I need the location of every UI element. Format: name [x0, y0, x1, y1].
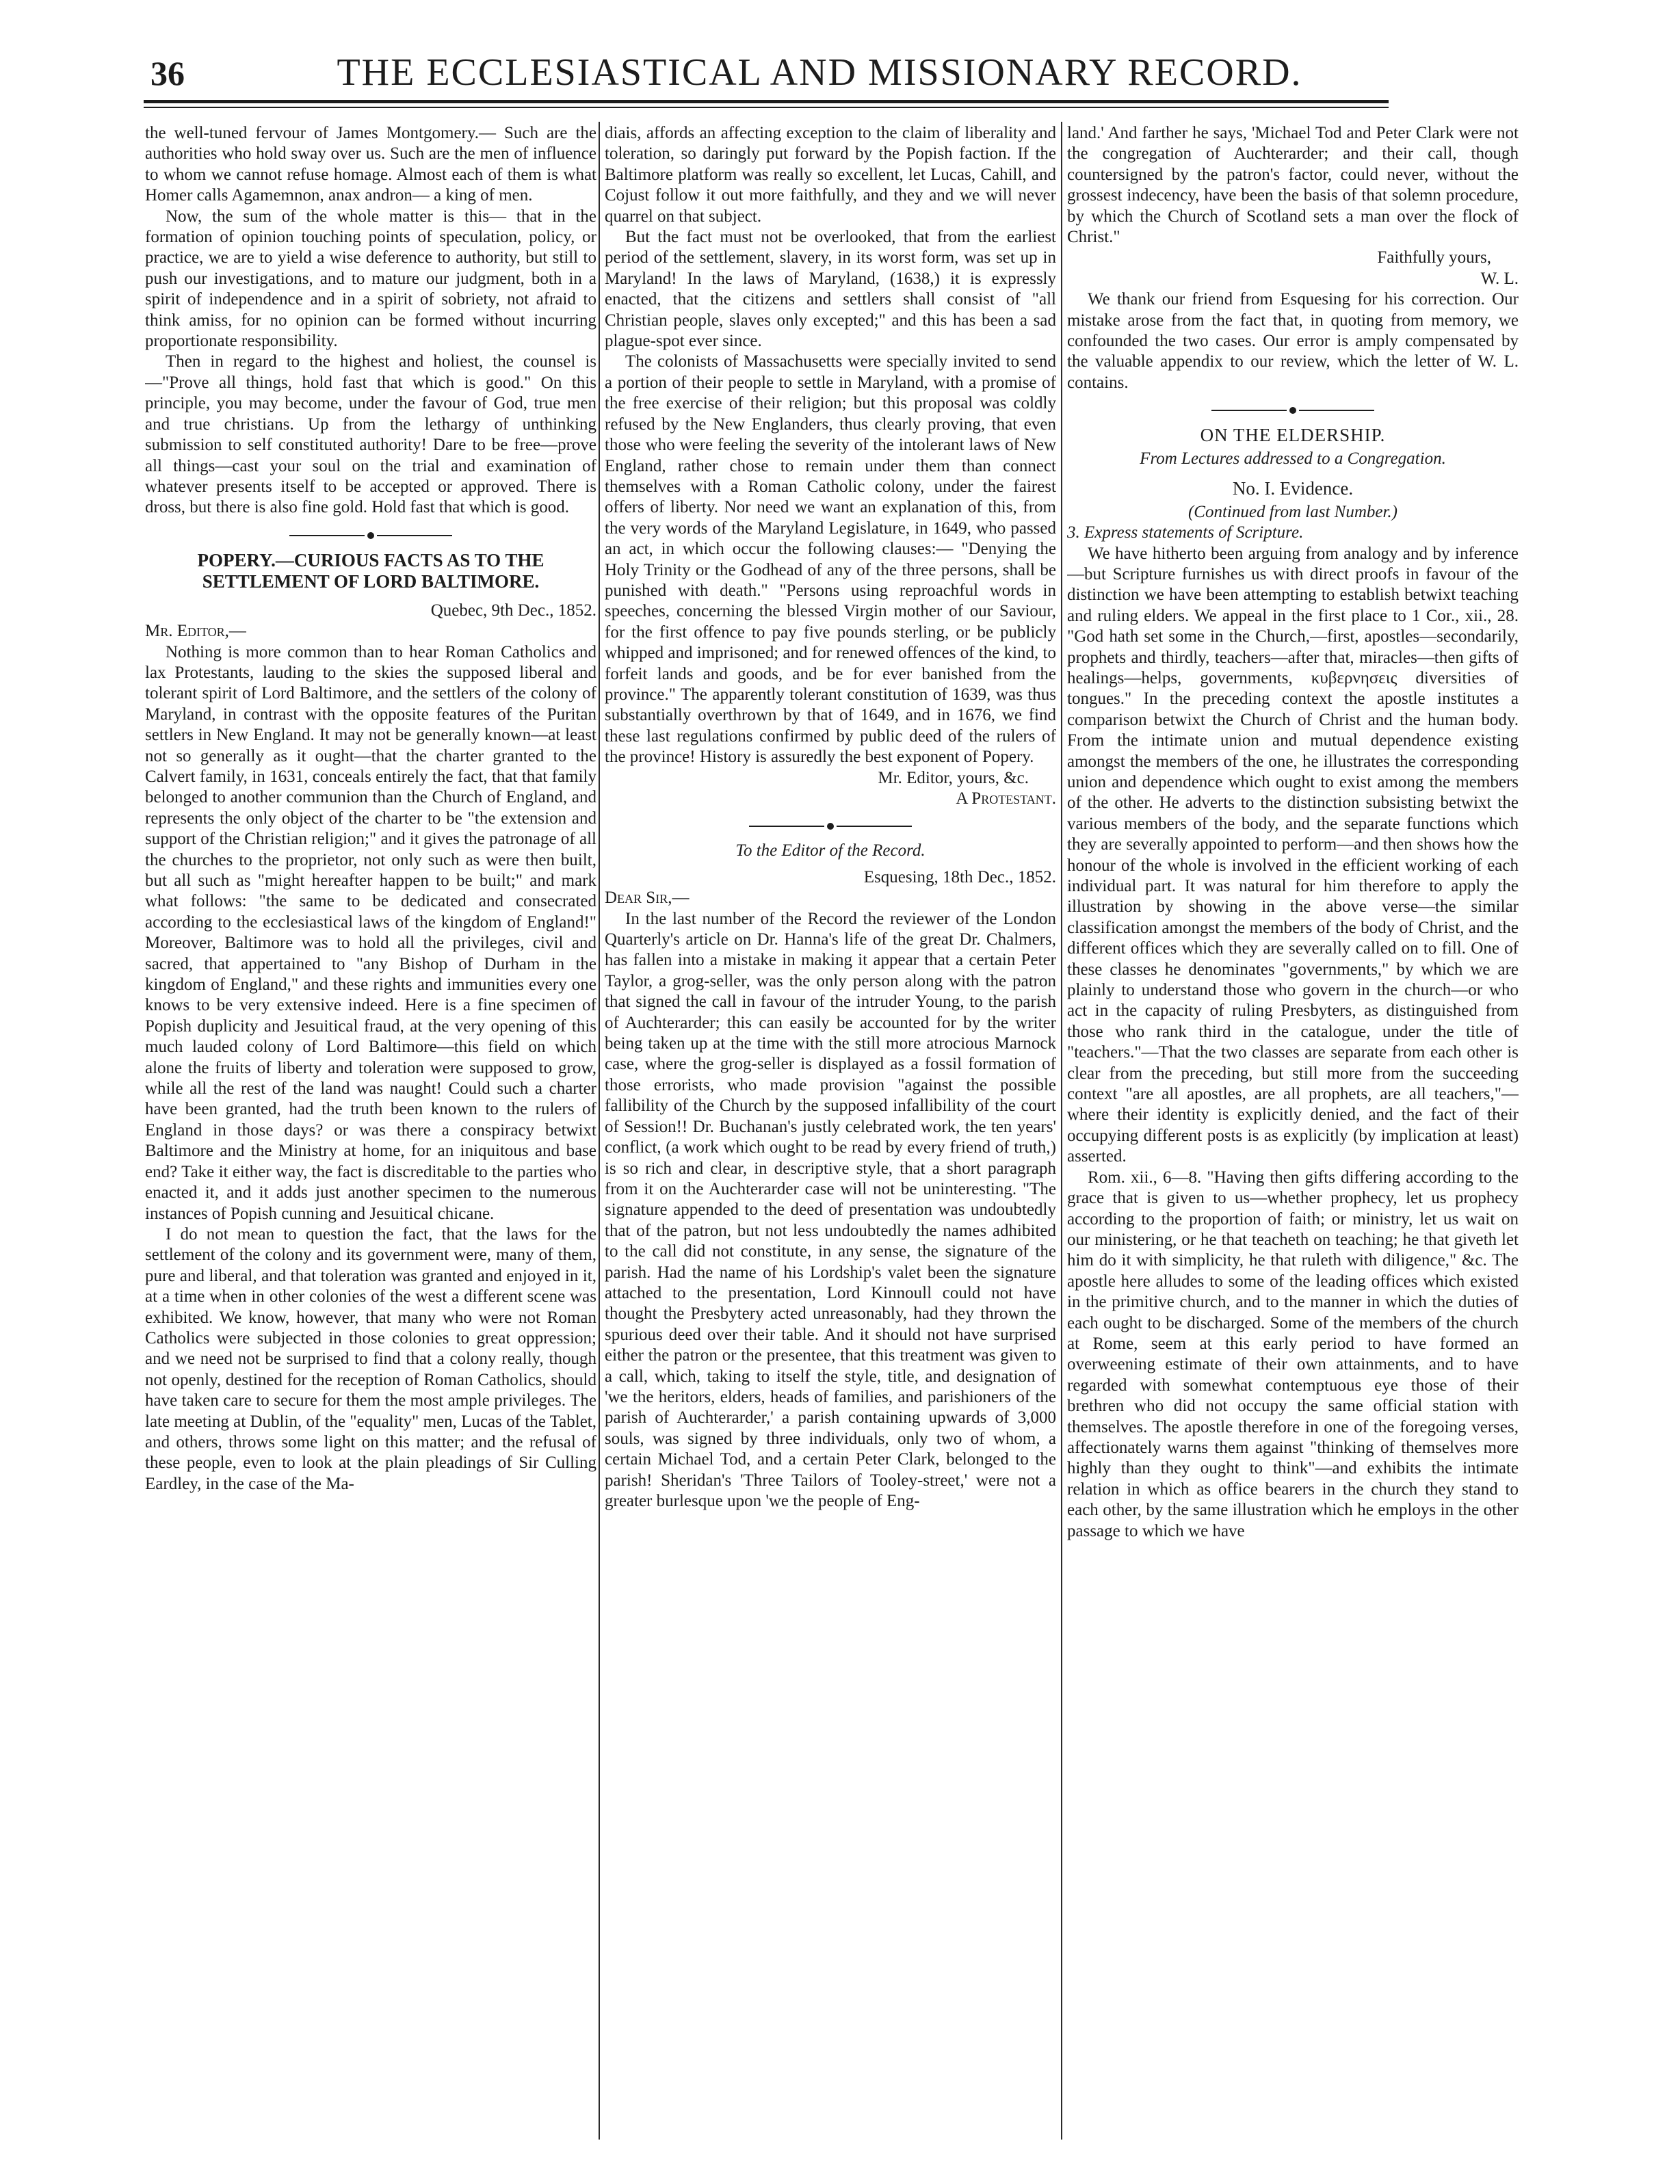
col3-paragraph-4: Rom. xii., 6—8. "Having then gifts differing according to the grace that is given to us—whether prophecy, let us prophecy according to the proportion of faith; or ministry, let us wait on our ministering, or he that teacheth on teaching; he that giveth let him do it with simplicity, he that ruleth with diligence," &c. The apostle here alludes to some of the leading offices which existed in the primitive church, and to the manner in which the duties of each ought to be discharged. Some of the members of the church at Rome, seem at this early period to have formed an overweening estimate of their own attainments, and to have regarded with somewhat contemptuous eye those of their brethren who did not occupy the same official station with themselves. The apostle therefore in one of the foregoing verses, affectionately warns them against "thinking of themselves more highly than they ought to think"—and exhibits the intimate relation in which as office bearers in the church they stand to each other, by the same illustration which he employs in the other passage to which we have: [1067, 1168, 1519, 1540]
article-heading-eldership: ON THE ELDERSHIP.: [1200, 425, 1386, 446]
letter-closing: Mr. Editor, yours, &c.: [878, 768, 1029, 787]
col1-paragraph-3: Then in regard to the highest and holiest, the counsel is—"Prove all things, hold fast that which is good." On this principle, you may become, under the favour of God, true men and true christians. Up from the lethargy of unthinking submission to self constituted authority! Dare to be free—prove all things—cast your soul on the trial and examination of whatever presents itself to be accepted or approved. There is dross, but there is also fine gold. Hold fast that which is good.: [145, 352, 596, 517]
section-ornament: [145, 532, 596, 539]
col1-paragraph-5: I do not mean to question the fact, that the laws for the settlement of the colony and its government were, many of them, pure and liberal, and that toleration was granted and enjoyed in it, at a time when in other colonies of the west a different scene was exhibited. We know, however, that many who were not Roman Catholics were subjected in those colonies to great oppression; and we need not be surprised to find that a colony really, though not openly, destined for the reception of Roman Catholics, should have taken care to secure for them the most ample privileges. The late meeting at Dublin, of the "equality" men, Lucas of the Tablet, and others, throws some light on this matter; and the refusal of these people, even to look at the plain pleadings of Sir Culling Eardley, in the case of the Ma-: [145, 1224, 596, 1493]
col2-paragraph-3: The colonists of Massachusetts were specially invited to send a portion of their people to settle in Maryland, with a promise of the free exercise of their religion; but this proposal was coldly refused by the New Englanders, thus clearly proving, that even those who were feeling the severity of the intolerant laws of New England, rather chose to remain under them than connect themselves with a Roman Catholic colony, under the fairest offers of liberty. Nor need we want an explanation of this, from the very words of the Maryland Legislature, in 1649, who passed an act, in which occur the following clauses:— "Denying the Holy Trinity or the Godhead of any of the three persons, shall be punished with death." "Persons using reproachful words in speeches, concerning the blessed Virgin mother of our Saviour, for the first offence to pay five pounds sterling, or be publicly whipped and imprisoned; and for renewed offences of the kind, to forfeit lands and goods, and be for ever banished from the province." The apparently tolerant constitution of 1639, was thus substantially overthrown by that of 1649, and in 1676, we find these last regulations confirmed by public deed of the rulers of the province! History is assuredly the best exponent of Popery.: [605, 352, 1056, 767]
continued-note: (Continued from last Number.): [1187, 502, 1398, 521]
header-rule-thick: [144, 100, 1389, 103]
page-header: [142, 48, 1387, 96]
section-number: No. I. Evidence.: [1232, 477, 1354, 499]
letter-salutation-2: Dear Sir,—: [605, 889, 690, 908]
article-heading-popery: POPERY.—CURIOUS FACTS AS TO THE SETTLEMENT OF LORD BALTIMORE.: [197, 549, 544, 592]
col2-paragraph-2: But the fact must not be overlooked, that from the earliest period of the settlement, slavery, in its worst form, was set up in Maryland! In the laws of Maryland, (1638,) it is expressly enacted, that the citizens and settlers shall consist of "all Christian people, slaves only excepted;" and this has been a sad plague-spot ever since.: [605, 228, 1056, 351]
masthead-title: THE ECCLESIASTICAL AND MISSIONARY RECORD.: [337, 51, 1302, 94]
article-dateline: Quebec, 9th Dec., 1852.: [430, 601, 596, 620]
letter-closing-2: Faithfully yours,: [1377, 248, 1491, 267]
header-rule-thin: [144, 107, 1389, 108]
col2-paragraph-1: diais, affords an affecting exception to the claim of liberality and toleration, so daringly put forward by the Popish faction. If the Baltimore platform was really so excellent, let Lucas, Cahill, and Cojust follow it out more faithfully, and they and we will never quarrel on that subject.: [605, 124, 1056, 226]
col2-paragraph-4: In the last number of the Record the reviewer of the London Quarterly's article on Dr. Hanna's life of the great Dr. Chalmers, has fallen into a mistake in making it appear that a certain Peter Taylor, a grog-seller, was the only person along with the patron that signed the call in favour of the intruder Young, to the parish of Auchterarder; this can easily be accounted for by the writer being taken up at the time with the still more atrocious Marnock case, where the grog-seller is displayed as a fossil formation of those errorists, who made provision "against the possible fallibility of the Church by the supposed infallibility of the court of Session!! Dr. Buchanan's justly celebrated work, the ten years' conflict, (a work which ought to be read by every friend of truth,) is so rich and clear, in descriptive style, that a short paragraph from it on the Auchterarder case will not be uninteresting. "The signature appended to the deed of presentation was undoubtedly that of the patron, but not less undoubtedly the names adhibited to the call did not constitute, in any sense, the signature of the parish. Had the name of his Lordship's valet been the signature attached to the presentation, Lord Kinnoull could not have thought the Presbytery acted unreasonably, had they thrown the spurious deed over their table. And it should not have surprised either the patron or the presentee, that this treatment was given to a call, which, taking to itself the style, title, and designation of 'we the heritors, elders, heads of families, and parishioners of the parish of Auchterarder,' a parish containing upwards of 3,000 souls, was signed by three individuals, only two of whom, a certain Michael Tod, and a certain Peter Clark, belonged to the parish! Sheridan's 'Three Tailors of Tooley-street,' were not a greater burlesque upon 'we the people of Eng-: [605, 909, 1056, 1510]
col1-paragraph-1: the well-tuned fervour of James Montgomery.— Such are the authorities who hold sway over us. Such are the men of influence to whom we cannot refuse homage. Almost each of them is what Homer calls Agamemnon, anax andron— a king of men.: [145, 124, 596, 205]
col3-paragraph-1: land.' And farther he says, 'Michael Tod and Peter Clark were not the congregation of Auchterarder; and their call, though countersigned by the patron's factor, could never, without the grossest indecency, have been the basis of that solemn procedure, by which the Church of Scotland sets a man over the flock of Christ.": [1067, 124, 1519, 247]
page-number: 36: [150, 54, 185, 92]
letter-salutation: Mr. Editor,—: [145, 622, 246, 641]
column-rule-1: [599, 122, 600, 2140]
section-ornament: [1067, 407, 1519, 414]
col3-paragraph-3: We have hitherto been arguing from analogy and by inference—but Scripture furnishes us with direct proofs in favour of the distinction we have been attempting to establish betwixt teaching and ruling elders. We appeal in the first place to 1 Cor., xii., 28. "God hath set some in the Church,—first, apostles—secondarily, prophets and thirdly, teachers—after that, miracles—then gifts of healings—helps, governments, κυβερνησεις diversities of tongues." In the preceding context the apostle institutes a comparison betwixt the Church of Christ and the human body. From the intimate union and mutual dependence existing amongst the members of the one, he illustrates the corresponding union and dependence which ought to exist among the members of the other. He adverts to the distinction subsisting betwixt the various members of the body, and the separate functions which they are severally appointed to perform—and then shows how the honour of the whole is involved in the efficient working of each individual part. It was natural for him therefore to apply the illustration by showing in the above verse—the similar classification amongst the members of the body of Christ, and the different offices which they are severally called on to fill. One of these classes he denominates "governments," by which we are plainly to understand those who govern in the church—or who act in the capacity of ruling Presbyters, as distinguished from those who rank third in the catalogue, under the title of "teachers."—That the two classes are separate from each other is clear from the preceding, but still more from the succeeding context "are all apostles, are all prophets, are all teachers,"—where their identity is explicitly denied, and the fact of their occupying different posts is as explicitly (by implication at least) asserted.: [1067, 544, 1519, 1166]
point-heading: 3. Express statements of Scripture.: [1067, 523, 1304, 542]
letter-signature: A Protestant.: [956, 789, 1056, 808]
col1-paragraph-2: Now, the sum of the whole matter is this— that in the formation of opinion touching points of speculation, policy, or practice, we are to yield a wise deference to authority, but still to push our investigations, and to mature our judgment, both in a spirit of independence and in a spirit of sobriety, not afraid to think amiss, for no opinion can be formed without incurring proportionate responsibility.: [145, 207, 596, 351]
section-ornament: [605, 823, 1056, 830]
letter-dateline: Esquesing, 18th Dec., 1852.: [863, 867, 1056, 886]
column-rule-2: [1061, 122, 1062, 2140]
column-1: [145, 123, 596, 2148]
article-subheading: From Lectures addressed to a Congregation.: [1140, 449, 1446, 469]
col1-paragraph-4: Nothing is more common than to hear Roman Catholics and lax Protestants, lauding to the skies the supposed liberal and tolerant spirit of Lord Baltimore, and the settlers of the colony of Maryland, in contrast with the opposite features of the Puritan settlers in New England. It may not be generally known—at least not so generally as it ought—that the charter granted to the Calvert family, in 1631, conceals entirely the fact, that that family belonged to another communion than the Church of England, and represents the only object of the charter to be "the extension and support of the Christian religion;" and it gives the patronage of all the churches to the proprietor, not only such as were then built, but all such as "might hereafter happen to be built;" and mark what follows: "the same to be dedicated and consecrated according to the ecclesiastical laws of the kingdom of England!" Moreover, Baltimore was to hold all the privileges, civil and sacred, that appertained to "any Bishop of Durham in the kingdom of England," and these rights and immunities every one knows to be very extensive indeed. Here is a fine specimen of Popish duplicity and Jesuitical fraud, at the very opening of this much lauded colony of Lord Baltimore—this field on which alone the fruits of liberty and toleration were supposed to grow, while all the rest of the land was naught! Could such a charter have been granted, had the truth been known to the rulers of England in those days? or was there a conspiracy betwixt Baltimore and the Ministry at home, for an iniquitous and base end? Take it either way, the fact is discreditable to the parties who enacted it, and it adds just another specimen to the numerous instances of Popish cunning and Jesuitical chicane.: [145, 642, 596, 1223]
column-2: [605, 123, 1056, 2148]
letter-signature-2: W. L.: [1480, 269, 1519, 288]
article-heading-editor-letter: To the Editor of the Record.: [735, 841, 926, 860]
column-3: [1067, 123, 1519, 2148]
col3-paragraph-2: We thank our friend from Esquesing for his correction. Our mistake arose from the fact that, in quoting from memory, we confounded the two cases. Our error is amply compensated by the valuable appendix to our review, which the letter of W. L. contains.: [1067, 290, 1519, 392]
